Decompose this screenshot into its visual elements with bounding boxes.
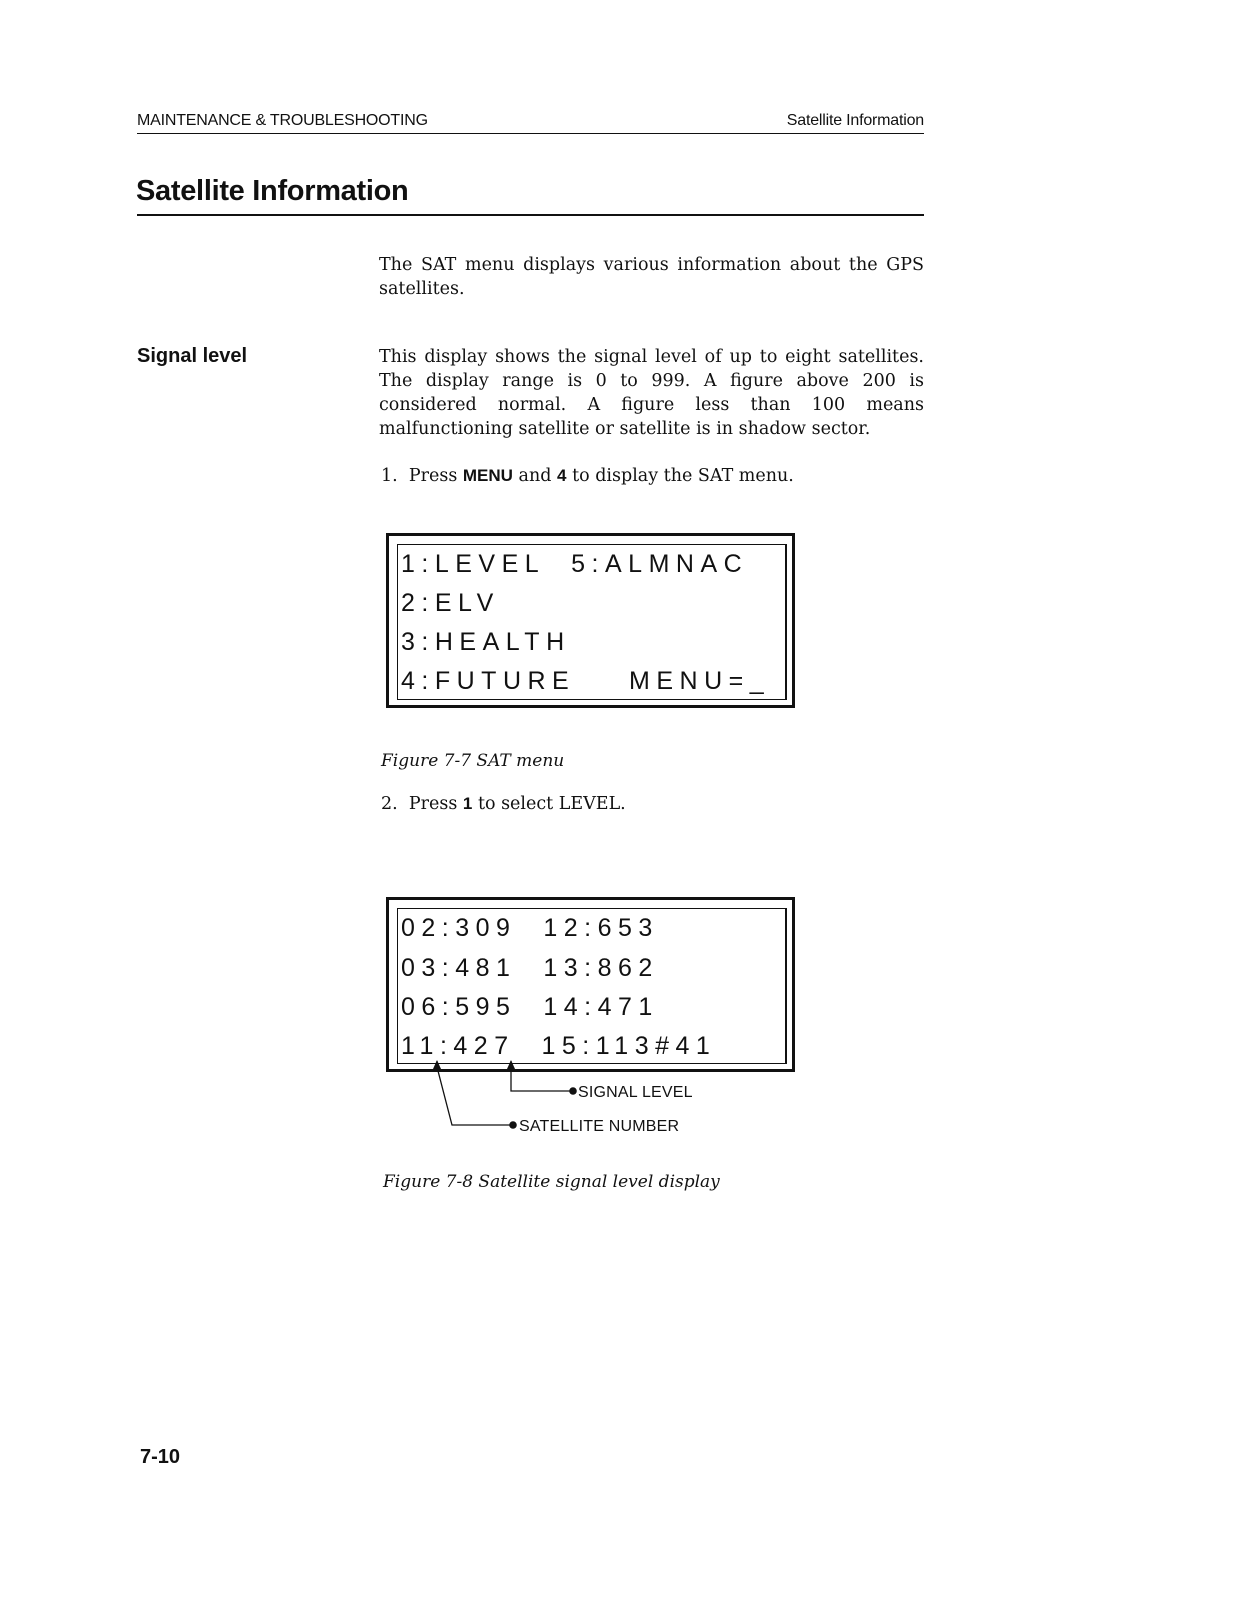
figure-7-7-caption: Figure 7-7 SAT menu <box>381 751 565 771</box>
step-2-pre: Press <box>408 794 458 814</box>
step-1-number: 1. <box>381 466 398 486</box>
step-1 <box>381 466 794 486</box>
satellite-number-arrowhead <box>433 1060 441 1069</box>
sat-menu-line-4: 4:FUTURE MENU=_ <box>401 667 771 695</box>
signal-level-arrowhead <box>507 1060 515 1069</box>
sat-menu-display <box>386 533 795 708</box>
signal-level-callout: SIGNAL LEVEL <box>578 1084 693 1101</box>
signal-level-leader <box>511 1061 571 1091</box>
title-rule <box>137 214 924 216</box>
sat-menu-line-2: 2:ELV <box>401 589 500 617</box>
page-title: Satellite Information <box>136 175 409 207</box>
running-header-section: MAINTENANCE & TROUBLESHOOTING <box>137 112 428 129</box>
step-1-pre: Press <box>408 466 458 486</box>
menu-key: MENU <box>462 466 513 485</box>
signal-level-line-2: 03:481 13:862 <box>401 954 659 982</box>
step-1-post: to display the SAT menu. <box>572 466 794 486</box>
step-1-mid: and <box>518 466 552 486</box>
signal-level-line-1: 02:309 12:653 <box>401 914 659 942</box>
header-rule <box>137 133 924 134</box>
signal-level-paragraph: This display shows the signal level of up to eight satellites. The display range is 0 to 999. A figure above 200 is considered normal. A figure less than 100 means malfunctioning satellite or satellite is in shadow sector. <box>379 347 924 439</box>
intro-paragraph: The SAT menu displays various information about the GPS satellites. <box>379 255 924 299</box>
step-2-number: 2. <box>381 794 398 814</box>
signal-level-dot <box>569 1087 577 1095</box>
sat-menu-line-3: 3:HEALTH <box>401 628 571 656</box>
satellite-number-leader <box>437 1061 512 1125</box>
figure-7-8-caption: Figure 7-8 Satellite signal level display <box>383 1172 720 1192</box>
running-header-topic: Satellite Information <box>786 112 924 129</box>
section-heading-signal-level: Signal level <box>137 345 248 367</box>
key-4: 4 <box>557 466 567 485</box>
sat-menu-line-1: 1:LEVEL 5:ALMNAC <box>401 550 749 578</box>
satellite-number-callout: SATELLITE NUMBER <box>519 1118 680 1135</box>
step-2-post: to select LEVEL. <box>477 794 626 814</box>
signal-level-line-4: 11:427 15:113#41 <box>401 1032 717 1060</box>
key-1: 1 <box>462 794 473 813</box>
step-2 <box>381 794 626 814</box>
satellite-number-dot <box>509 1121 517 1129</box>
signal-level-line-3: 06:595 14:471 <box>401 993 659 1021</box>
page-number: 7-10 <box>140 1446 181 1468</box>
signal-level-display <box>386 897 795 1072</box>
